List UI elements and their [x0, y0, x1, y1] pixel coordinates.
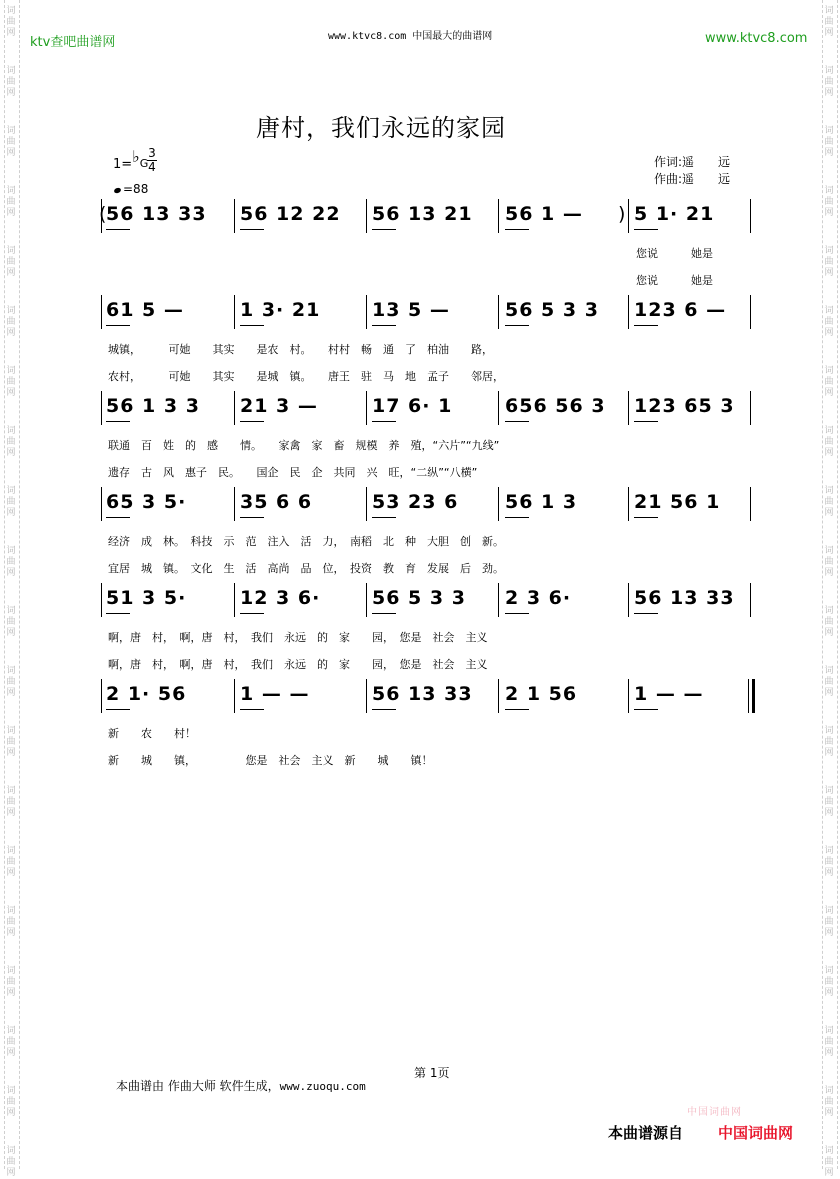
barline: [234, 295, 235, 329]
time-denominator: 4: [148, 160, 156, 174]
beam-underline: [634, 709, 658, 710]
barline: [366, 391, 367, 425]
beam-underline: [240, 613, 264, 614]
repeat-open-paren: (: [99, 203, 108, 225]
barline: [366, 295, 367, 329]
measure: 53 23 6: [372, 491, 459, 513]
measure: 123 6 —: [634, 299, 727, 321]
key-prefix: 1=: [113, 157, 133, 172]
measure: 13 5 —: [372, 299, 450, 321]
watermark-text: 词 曲 网: [6, 426, 16, 458]
watermark-text: 词 曲 网: [824, 126, 834, 158]
beam-underline: [240, 421, 264, 422]
measure: 56 13 33: [372, 683, 473, 705]
header-center-text: www.ktvc8.com 中国最大的曲谱网: [328, 31, 493, 42]
watermark-text: 词 曲 网: [824, 186, 834, 218]
watermark-text: 词 曲 网: [824, 786, 834, 818]
watermark-text: 词 曲 网: [6, 966, 16, 998]
watermark-text: 词 曲 网: [824, 846, 834, 878]
barline: [366, 679, 367, 713]
beam-underline: [634, 613, 658, 614]
measure: 56 1 —: [505, 203, 583, 225]
watermark-text: 词 曲 网: [6, 6, 16, 38]
lyric-line-1: 城镇， 可她 其实 是农 村。 村村 畅 通 了 柏油 路，: [108, 343, 493, 356]
source-badge: 中国词曲网: [687, 1107, 742, 1118]
beam-underline: [372, 709, 396, 710]
lyric-line-1: 您说 她是: [636, 247, 713, 260]
barline: [628, 679, 629, 713]
watermark-text: 词 曲 网: [824, 486, 834, 518]
measure: 21 56 1: [634, 491, 721, 513]
flat-symbol: ♭: [132, 147, 140, 166]
generator-text: 本曲谱由 作曲大师 软件生成，: [116, 1079, 280, 1093]
measure: 2 1 56: [505, 683, 578, 705]
measure: 12 3 6·: [240, 587, 321, 609]
measure: 56 12 22: [240, 203, 341, 225]
barline: [101, 679, 102, 713]
lyric-line-1: 啊，唐 村， 啊，唐 村， 我们 永远 的 家 园， 您是 社会 主义: [108, 631, 488, 644]
barline: [234, 583, 235, 617]
barline: [366, 583, 367, 617]
watermark-text: 词 曲 网: [824, 426, 834, 458]
measure: 56 1 3: [505, 491, 578, 513]
beam-underline: [106, 709, 130, 710]
beam-underline: [240, 517, 264, 518]
generator-url[interactable]: www.zuoqu.com: [279, 1080, 366, 1093]
header-left-site[interactable]: ktv查吧曲谱网: [30, 35, 116, 50]
barline: [498, 391, 499, 425]
beam-underline: [505, 229, 529, 230]
lyric-line-2: 您说 她是: [636, 274, 713, 287]
beam-underline: [106, 325, 130, 326]
measure: 1 3· 21: [240, 299, 321, 321]
watermark-text: 词 曲 网: [824, 1026, 834, 1058]
barline: [234, 199, 235, 233]
barline: [101, 391, 102, 425]
final-barline: [752, 679, 755, 713]
watermark-text: 词 曲 网: [824, 1146, 834, 1178]
barline: [750, 199, 751, 233]
measure: 56 13 33: [634, 587, 735, 609]
watermark-text: 词 曲 网: [6, 606, 16, 638]
generator-credit: [116, 1077, 366, 1094]
beam-underline: [106, 613, 130, 614]
beam-underline: [505, 421, 529, 422]
beam-underline: [634, 229, 658, 230]
watermark-text: 词 曲 网: [824, 246, 834, 278]
beam-underline: [106, 421, 130, 422]
beam-underline: [372, 517, 396, 518]
barline: [750, 391, 751, 425]
time-numerator: 3: [148, 146, 156, 160]
beam-underline: [505, 613, 529, 614]
beam-underline: [106, 229, 130, 230]
watermark-text: 词 曲 网: [824, 666, 834, 698]
header-right-site[interactable]: www.ktvc8.com: [705, 31, 808, 46]
measure: 2 3 6·: [505, 587, 572, 609]
watermark-text: 词 曲 网: [6, 186, 16, 218]
barline: [628, 199, 629, 233]
barline: [748, 679, 749, 713]
barline: [234, 679, 235, 713]
barline: [498, 679, 499, 713]
measure: 65 3 5·: [106, 491, 187, 513]
measure: 56 13 21: [372, 203, 473, 225]
beam-underline: [505, 325, 529, 326]
barline: [750, 487, 751, 521]
barline: [498, 487, 499, 521]
barline: [628, 391, 629, 425]
key-letter: G: [139, 157, 149, 170]
measure: 656 56 3: [505, 395, 606, 417]
watermark-text: 词 曲 网: [6, 486, 16, 518]
source-prefix: 本曲谱源自: [608, 1124, 684, 1142]
watermark-text: 词 曲 网: [824, 546, 834, 578]
watermark-text: 词 曲 网: [824, 966, 834, 998]
beam-underline: [372, 325, 396, 326]
lyric-line-1: 新 农 村！: [108, 727, 196, 740]
measure: 56 5 3 3: [372, 587, 466, 609]
beam-underline: [372, 229, 396, 230]
measure: 61 5 —: [106, 299, 184, 321]
time-signature: [147, 147, 157, 174]
beam-underline: [505, 517, 529, 518]
beam-underline: [505, 709, 529, 710]
barline: [628, 295, 629, 329]
watermark-text: 词 曲 网: [824, 906, 834, 938]
watermark-text: 词 曲 网: [6, 666, 16, 698]
beam-underline: [106, 517, 130, 518]
measure: 56 1 3 3: [106, 395, 200, 417]
beam-underline: [372, 613, 396, 614]
barline: [234, 487, 235, 521]
barline: [101, 583, 102, 617]
watermark-text: 词 曲 网: [824, 606, 834, 638]
measure: 56 13 33: [106, 203, 207, 225]
barline: [234, 391, 235, 425]
tempo-marking: [114, 182, 148, 196]
watermark-text: 词 曲 网: [6, 66, 16, 98]
watermark-text: 词 曲 网: [6, 846, 16, 878]
watermark-text: 词 曲 网: [6, 1086, 16, 1118]
beam-underline: [634, 421, 658, 422]
watermark-text: 词 曲 网: [6, 306, 16, 338]
source-name[interactable]: 中国词曲网: [718, 1124, 794, 1142]
repeat-close-paren: ): [618, 203, 627, 225]
watermark-text: 词 曲 网: [824, 366, 834, 398]
watermark-text: 词 曲 网: [824, 726, 834, 758]
lyric-line-1: 经济 成 林。 科技 示 范 注入 活 力， 南稻 北 种 大胆 创 新。: [108, 535, 504, 548]
barline: [101, 487, 102, 521]
lyricist-credit: 作词:遥 远: [654, 155, 731, 169]
watermark-text: 词 曲 网: [824, 1086, 834, 1118]
watermark-text: 词 曲 网: [824, 6, 834, 38]
page-number: 第 1页: [414, 1066, 450, 1080]
barline: [498, 583, 499, 617]
measure: 2 1· 56: [106, 683, 187, 705]
lyric-line-2: 遗存 古 风 惠子 民。 国企 民 企 共同 兴 旺，“二纵”“八横”: [108, 466, 478, 479]
barline: [498, 295, 499, 329]
barline: [628, 583, 629, 617]
measure: 1 — —: [240, 683, 310, 705]
measure: 17 6· 1: [372, 395, 453, 417]
tempo-value: =88: [123, 182, 149, 196]
barline: [750, 295, 751, 329]
lyric-line-2: 啊，唐 村， 啊，唐 村， 我们 永远 的 家 园， 您是 社会 主义: [108, 658, 488, 671]
beam-underline: [634, 517, 658, 518]
barline: [366, 199, 367, 233]
watermark-text: 词 曲 网: [6, 786, 16, 818]
beam-underline: [240, 709, 264, 710]
watermark-text: 词 曲 网: [6, 366, 16, 398]
measure: 123 65 3: [634, 395, 735, 417]
measure: 1 — —: [634, 683, 704, 705]
beam-underline: [634, 325, 658, 326]
lyric-line-1: 联通 百 姓 的 感 情。 家禽 家 畜 规模 养 殖，“六片”“九线”: [108, 439, 500, 452]
measure: 21 3 —: [240, 395, 318, 417]
song-title: 唐村，我们永远的家园: [256, 114, 506, 142]
watermark-text: 词 曲 网: [6, 1026, 16, 1058]
lyric-line-2: 宜居 城 镇。 文化 生 活 高尚 品 位， 投资 教 育 发展 后 劲。: [108, 562, 504, 575]
half-note-icon: [113, 187, 121, 194]
watermark-text: 词 曲 网: [824, 306, 834, 338]
barline: [628, 487, 629, 521]
lyric-line-2: 新 城 镇， 您是 社会 主义 新 城 镇！: [108, 754, 433, 767]
watermark-text: 词 曲 网: [6, 1146, 16, 1178]
measure: 56 5 3 3: [505, 299, 599, 321]
watermark-text: 词 曲 网: [6, 906, 16, 938]
watermark-text: 词 曲 网: [6, 246, 16, 278]
beam-underline: [372, 421, 396, 422]
watermark-text: 词 曲 网: [6, 126, 16, 158]
watermark-text: 词 曲 网: [824, 66, 834, 98]
barline: [101, 295, 102, 329]
beam-underline: [240, 229, 264, 230]
barline: [366, 487, 367, 521]
barline: [750, 583, 751, 617]
measure: 5 1· 21: [634, 203, 715, 225]
beam-underline: [240, 325, 264, 326]
barline: [498, 199, 499, 233]
lyric-line-2: 农村， 可她 其实 是城 镇。 唐王 驻 马 地 孟子 邻居，: [108, 370, 504, 383]
watermark-text: 词 曲 网: [6, 546, 16, 578]
composer-credit: 作曲:遥 远: [654, 172, 731, 186]
measure: 51 3 5·: [106, 587, 187, 609]
watermark-text: 词 曲 网: [6, 726, 16, 758]
measure: 35 6 6: [240, 491, 313, 513]
key-signature: [113, 147, 149, 172]
